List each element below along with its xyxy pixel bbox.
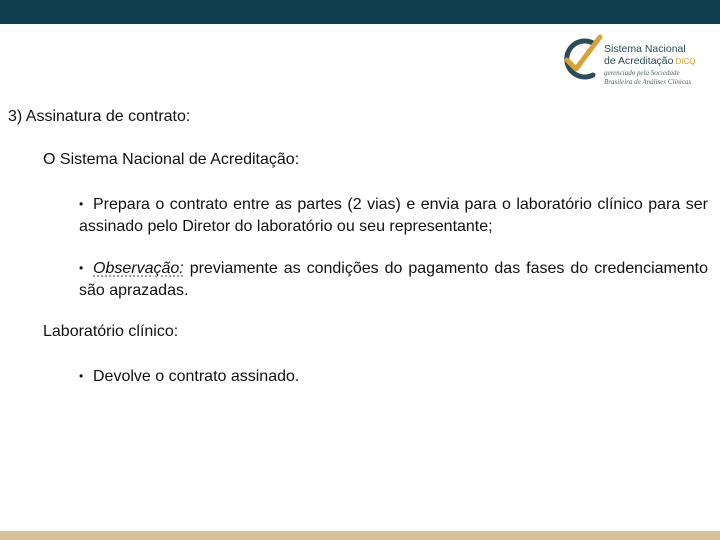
observation-label: Observação: (93, 260, 184, 277)
logo-subtitle-line2: Brasileira de Análises Clínicas (604, 77, 692, 86)
bullet-text: previamente as condições do pagamento das fases do credenciamento são aprazadas. (79, 260, 709, 299)
logo-title-line1: Sistema Nacional (604, 43, 686, 55)
bullet-text: Prepara o contrato entre as partes (2 vias) e envia para o laboratório clínico para ser assinado pelo Diretor do laboratório ou seu representante; (79, 196, 708, 235)
logo-title-line2-text: de Acreditação (604, 55, 674, 67)
top-bar (0, 0, 720, 24)
logo-badge: DICQ (675, 57, 696, 66)
bottom-bar (0, 531, 720, 540)
bullet-text: Devolve o contrato assinado. (93, 368, 300, 385)
logo-title-line2 (604, 55, 716, 68)
checkmark-logo-icon (554, 33, 604, 83)
bullet-item-observacao (79, 257, 708, 302)
org-heading: O Sistema Nacional de Acreditação: (43, 151, 300, 168)
logo-subtitle-line1: gerenciado pela Sociedade (604, 69, 680, 77)
bullet-icon: • (79, 197, 84, 211)
bullet-icon: • (79, 261, 84, 275)
bullet-item-devolve (79, 365, 708, 388)
lab-heading: Laboratório clínico: (43, 323, 179, 340)
logo (554, 33, 714, 89)
bullet-icon: • (79, 369, 84, 383)
section-title: 3) Assinatura de contrato: (8, 108, 191, 125)
bullet-item-prepara (79, 193, 708, 238)
